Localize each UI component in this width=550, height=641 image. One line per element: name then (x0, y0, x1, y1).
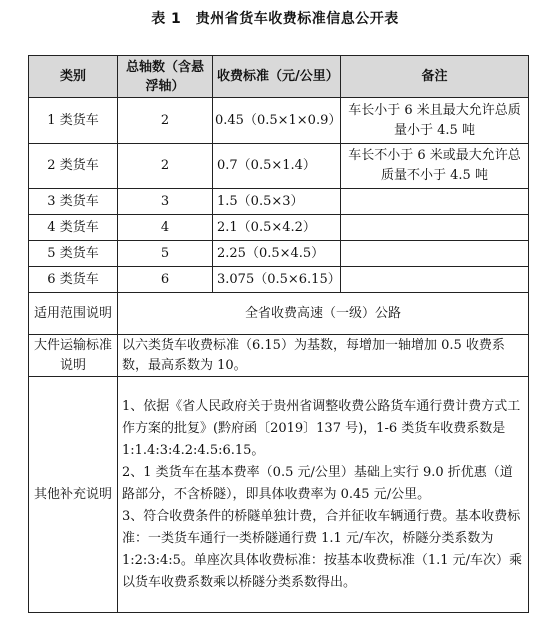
row-note (341, 241, 529, 267)
other-label: 其他补充说明 (29, 377, 118, 613)
row-note: 车长不小于 6 米或最大允许总质量不小于 4.5 吨 (341, 144, 529, 189)
row-axles: 2 (118, 98, 213, 144)
table-row (29, 144, 529, 189)
row-rate: 0.45（0.5×1×0.9） (213, 98, 341, 144)
row-note (341, 189, 529, 215)
table-row (29, 267, 529, 293)
scope-text: 全省收费高速（一级）公路 (118, 293, 529, 335)
header-row (29, 56, 529, 98)
row-axles: 2 (118, 144, 213, 189)
row-type: 6 类货车 (29, 267, 118, 293)
oversize-row (29, 335, 529, 377)
oversize-label: 大件运输标准说明 (29, 335, 118, 377)
row-note (341, 215, 529, 241)
row-type: 1 类货车 (29, 98, 118, 144)
other-note-2: 2、1 类货车在基本费率（0.5 元/公里）基础上实行 9.0 折优惠（道路部分，不含桥隧），即具体收费率为 0.45 元/公里。 (122, 464, 513, 502)
row-rate: 2.25（0.5×4.5） (213, 241, 341, 267)
table-title: 表 1 贵州省货车收费标准信息公开表 (151, 11, 399, 27)
row-note (341, 267, 529, 293)
header-axles: 总轴数（含悬浮轴） (118, 56, 213, 98)
header-type: 类别 (29, 56, 118, 98)
truck-toll-table (28, 55, 529, 613)
row-axles: 4 (118, 215, 213, 241)
header-note: 备注 (341, 56, 529, 98)
row-axles: 5 (118, 241, 213, 267)
row-type: 5 类货车 (29, 241, 118, 267)
scope-row (29, 293, 529, 335)
row-type: 3 类货车 (29, 189, 118, 215)
row-type: 2 类货车 (29, 144, 118, 189)
other-note-1: 1、依据《省人民政府关于贵州省调整收费公路货车通行费计费方式工作方案的批复》(黔府函〔2019〕137 号)，1-6 类货车收费系数是 1:1.4:3:4.2:4.5:6.15。 (122, 398, 521, 458)
row-rate: 1.5（0.5×3） (213, 189, 341, 215)
other-note-3: 3、符合收费条件的桥隧单独计费，合并征收车辆通行费。基本收费标准：一类货车通行一类桥隧通行费 1.1 元/车次，桥隧分类系数为 1:2:3:4:5。单座次具体收费标准：按基本收费标准（1.1 元/车次）乘以货车收费系数乘以桥隧分类系数得出。 (122, 508, 523, 590)
row-rate: 2.1（0.5×4.2） (213, 215, 341, 241)
row-axles: 6 (118, 267, 213, 293)
row-rate: 3.075（0.5×6.15） (213, 267, 341, 293)
table-row (29, 215, 529, 241)
other-row (29, 377, 529, 613)
row-type: 4 类货车 (29, 215, 118, 241)
table-row (29, 241, 529, 267)
other-notes (118, 377, 529, 613)
row-note: 车长小于 6 米且最大允许总质量小于 4.5 吨 (341, 98, 529, 144)
table-row (29, 98, 529, 144)
header-rate: 收费标准（元/公里） (213, 56, 341, 98)
row-rate: 0.7（0.5×1.4） (213, 144, 341, 189)
table-row (29, 189, 529, 215)
row-axles: 3 (118, 189, 213, 215)
oversize-text: 以六类货车收费标准（6.15）为基数，每增加一轴增加 0.5 收费系数，最高系数为 10。 (118, 335, 529, 377)
scope-label: 适用范围说明 (29, 293, 118, 335)
